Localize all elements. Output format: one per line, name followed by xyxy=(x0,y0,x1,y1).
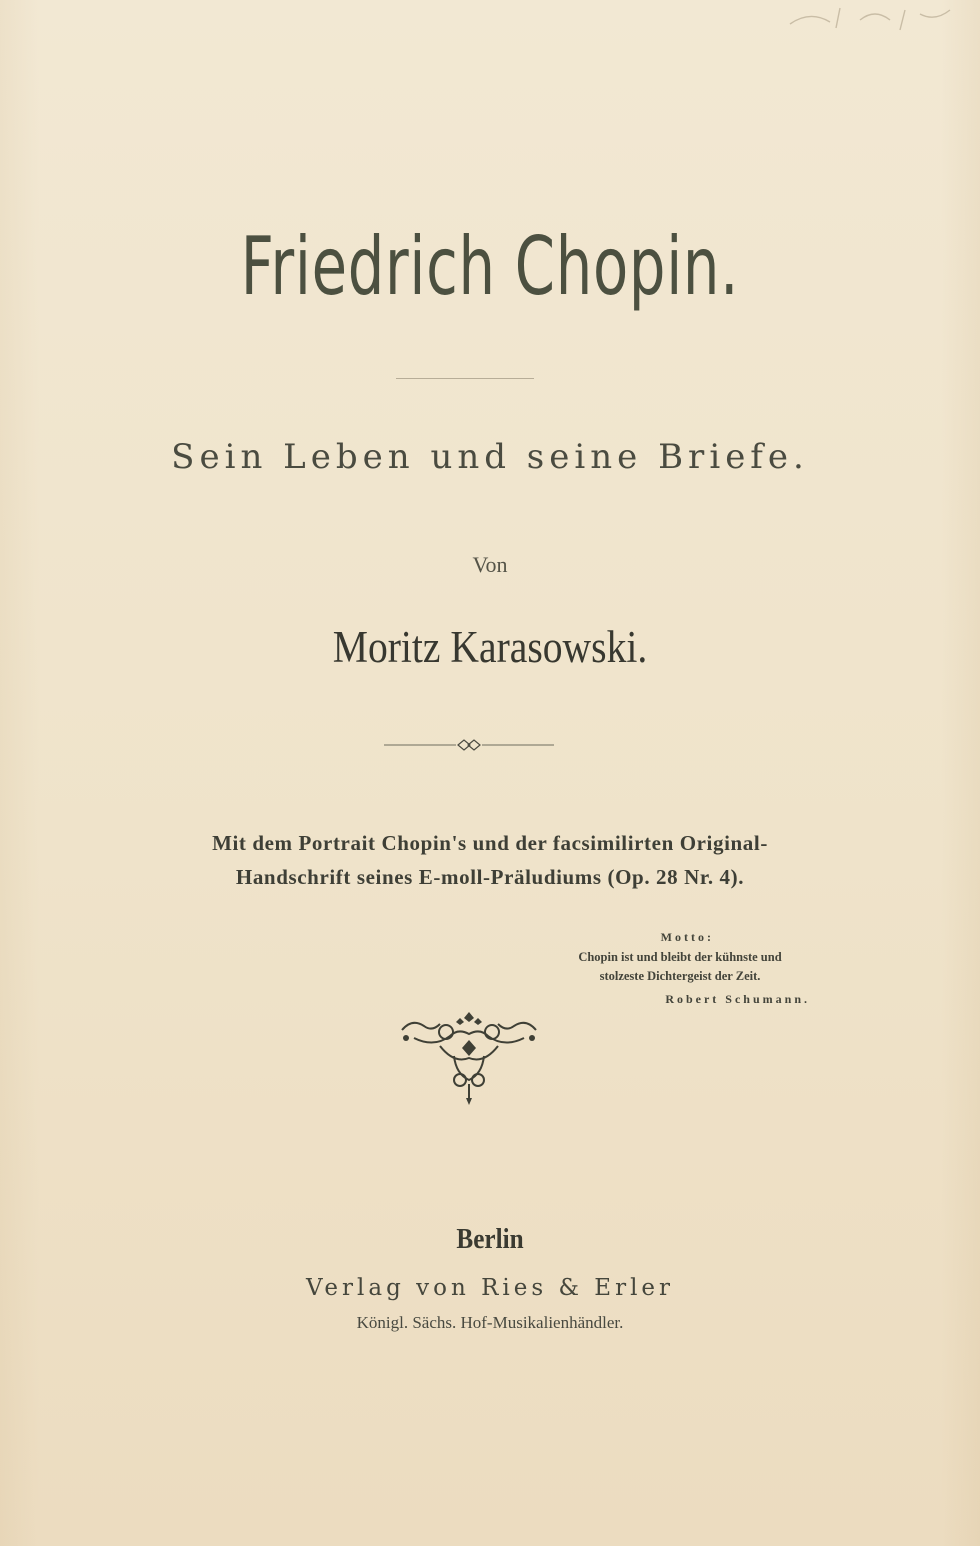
title-rule xyxy=(396,378,534,379)
portrait-note-line-2: Handschrift seines E-moll-Präludiums (Op. 28 Nr. 4). xyxy=(235,865,745,889)
imprint-city: Berlin xyxy=(456,1224,524,1255)
imprint-purveyor: Königl. Sächs. Hof-Musikalienhändler. xyxy=(356,1313,624,1332)
pencil-shelfmark xyxy=(780,2,960,32)
imprint-publisher: Verlag von Ries & Erler xyxy=(305,1275,675,1301)
book-title: Friedrich Chopin. xyxy=(240,220,740,313)
portrait-note xyxy=(0,826,980,894)
motto-attribution: Robert Schumann. xyxy=(665,992,810,1006)
portrait-note-line-1: Mit dem Portrait Chopin's und der facsimilirten Original- xyxy=(212,831,768,855)
byline-prefix: Von xyxy=(472,552,508,577)
motto-block xyxy=(530,926,830,1010)
diamond-rule-ornament xyxy=(384,735,554,755)
motto-line-1: Chopin ist und bleibt der kühnste und xyxy=(578,950,782,964)
motto-line-2: stolzeste Dichtergeist der Zeit. xyxy=(599,969,761,983)
author-name: Moritz Karasowski. xyxy=(332,622,648,672)
floral-vignette-ornament xyxy=(394,1008,544,1108)
motto-label: Motto: xyxy=(660,930,714,944)
book-subtitle: Sein Leben und seine Briefe. xyxy=(171,437,809,477)
